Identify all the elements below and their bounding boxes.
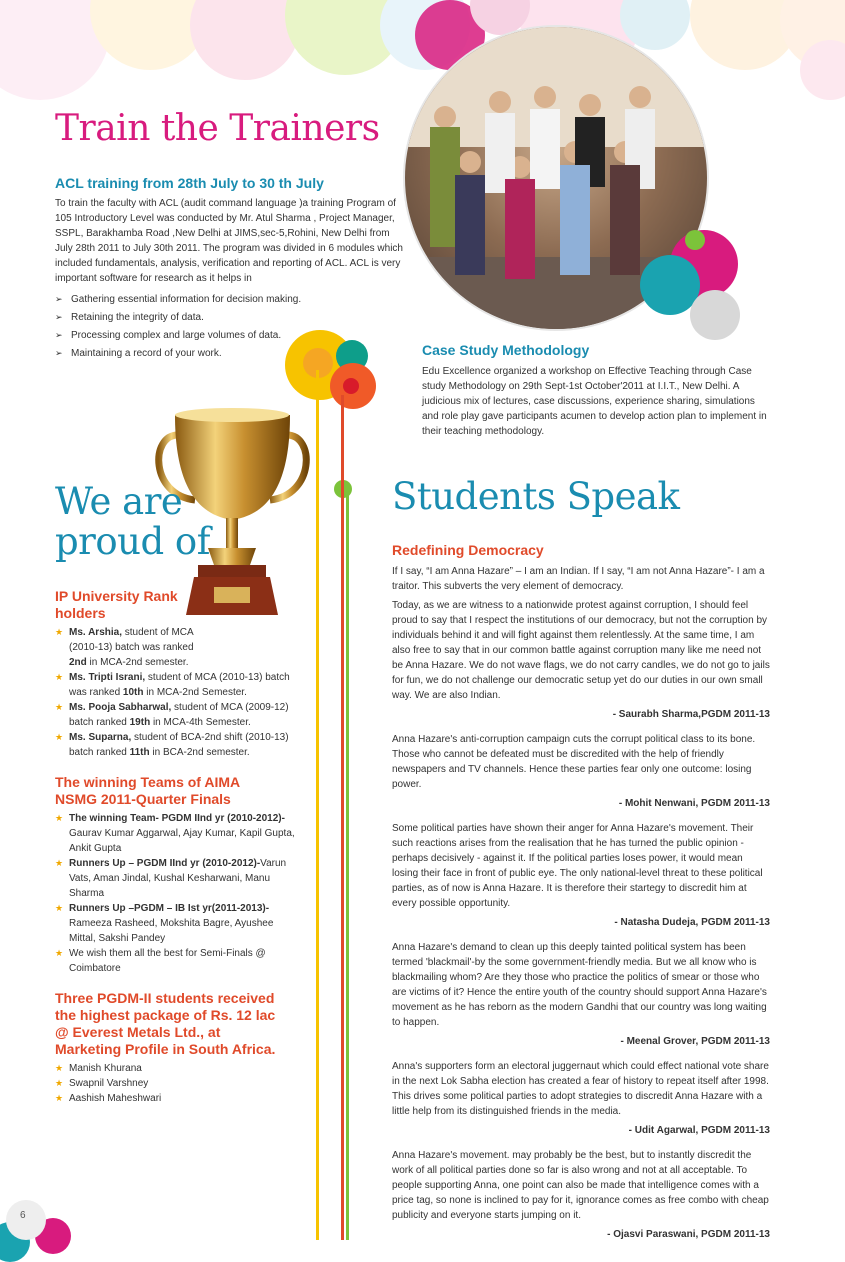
star-icon: ★ xyxy=(55,903,64,913)
testimonial: Anna's supporters form an electoral juggernaut which could effect national vote share in the next Lok Sabha election has created a fear of history to repeat itself after 1998. This drives some political parties to adopt strategies to discredit Anna Hazare with a little help from its distinguished friends in the media. - Udit Agarwal, PGDM 2011-13 xyxy=(392,1061,770,1136)
list-item: ★ We wish them all the best for Semi-Finals @ Coimbatore xyxy=(55,948,266,974)
decor-circle xyxy=(685,230,705,250)
decor-line xyxy=(341,395,344,1240)
signature: - Saurabh Sharma,PGDM 2011-13 xyxy=(612,709,770,720)
list-item: ★ Ms. Pooja Sabharwal, student of MCA (2009-12) batch ranked 19th in MCA-4th Semester. xyxy=(55,702,289,728)
list-item: ★ Ms. Suparna, student of BCA-2nd shift (2010-13) batch ranked 11th in BCA-2nd semester. xyxy=(55,732,289,758)
list-item: ★ Manish Khurana xyxy=(55,1063,142,1074)
students-title: Students Speak xyxy=(392,475,680,518)
star-icon: ★ xyxy=(55,1093,64,1103)
star-icon: ★ xyxy=(55,1078,64,1088)
star-icon: ★ xyxy=(55,627,64,637)
case-study-section xyxy=(422,342,772,439)
arrow-icon: ➢ xyxy=(55,294,63,304)
list-item: ➢ Gathering essential information for decision making. xyxy=(55,294,302,305)
testimonials xyxy=(392,564,770,1242)
train-bullets xyxy=(55,292,405,361)
star-icon: ★ xyxy=(55,858,64,868)
train-title: Train the Trainers xyxy=(55,108,380,149)
signature: - Meenal Grover, PGDM 2011-13 xyxy=(620,1036,770,1047)
page-number: 6 xyxy=(20,1210,26,1221)
signature: - Mohit Nenwani, PGDM 2011-13 xyxy=(618,798,770,809)
list-item: ★ Swapnil Varshney xyxy=(55,1078,149,1089)
arrow-icon: ➢ xyxy=(55,312,63,322)
arrow-icon: ➢ xyxy=(55,348,63,358)
testimonial: If I say, “I am Anna Hazare” – I am an Indian. If I say, “I am not Anna Hazare”- I am a traitor. This subverts the very element of democracy. Today, as we are witness to a nationwide protest against corruption, I should feel proud to say that I respect the institutions of our democracy, but not the corruption by individuals behind it and will fight against them relentlessly. At the same time, I am also free to say that in our common battle against corruption many like me need not be Anna Hazare. We do not wave flags, we do not carry candles, we do not go to jails for fun, we do not challenge our democratic setup yet do our duties in our own small way. We are also Indian. - Saurabh Sharma,PGDM 2011-13 xyxy=(392,566,770,720)
aima-list xyxy=(55,811,295,976)
list-item: ★ Runners Up – PGDM IInd yr (2010-2012)-Varun Vats, Aman Jindal, Kushal Kesharwani, Manu Sharma xyxy=(55,858,287,899)
star-icon: ★ xyxy=(55,813,64,823)
list-item: ★ Ms. Tripti Israni, student of MCA (2010-13) batch was ranked 10th in MCA-2nd Semester. xyxy=(55,672,290,698)
decor-circle xyxy=(190,0,300,80)
signature: - Natasha Dudeja, PGDM 2011-13 xyxy=(614,917,770,928)
list-item: ➢ Processing complex and large volumes of data. xyxy=(55,330,282,341)
star-icon: ★ xyxy=(55,948,64,958)
list-item: ➢ Retaining the integrity of data. xyxy=(55,312,204,323)
arrow-icon: ➢ xyxy=(55,330,63,340)
train-section xyxy=(55,175,405,364)
testimonial: Some political parties have shown their anger for Anna Hazare's movement. Their such reactions arises from the realisation that he has turned the public opinion - perhaps decisively - against it. If the political parties loses power, it would mean losing their face in front of public eye. The only national-level threat to these political parties, as of now is Anna Hazare. It is therefore their startegy to discredit him at every possible opportunity. - Natasha Dudeja, PGDM 2011-13 xyxy=(392,823,770,928)
case-study-body: Edu Excellence organized a workshop on Effective Teaching through Case study Methodology on 29th Sept-1st October'2011 at I.I.T., New Delhi. A judicious mix of lectures, case discussions, experience sharing, simulations and role play gave participants acumen to develop action plan to implement in their teaching methodology. xyxy=(422,366,767,437)
testimonial: Anna Hazare's movement. may probably be the best, but to instantly discredit the work of all political parties done so far is also wrong and not at all acceptable. To people supporting Anna, one point can also be made that intelligence comes with a price tag, so none is inclined to pay for it, ignorance comes as free combo with cheap publicity and everyone starts jumping on it. - Ojasvi Paraswani, PGDM 2011-13 xyxy=(392,1150,770,1240)
proud-section xyxy=(55,588,295,1106)
decor-circle xyxy=(343,378,359,394)
testimonial: Anna Hazare's anti-corruption campaign cuts the corrupt political class to its bone. Those who cannot be defeated must be discredited with the help of friendly newspapers and TV channels. Hence these parties fear only one outcome: losing power. - Mohit Nenwani, PGDM 2011-13 xyxy=(392,734,770,809)
proud-title: We are proud of xyxy=(55,480,210,563)
train-body: To train the faculty with ACL (audit command language )a training Program of 105 Introductory Level was conducted by Mr. Atul Sharma , Project Manager, SSPL, Barakhamba Road ,New Delhi at JIMS,sec-5,Rohini, New Delhi from July 28th 2011 to July 30th 2011. The program was divided in 6 modules which included fundamentals, analysis, verification and reporting of ACL. ACL is very important software for research as it helps in xyxy=(55,198,403,284)
package-list xyxy=(55,1061,295,1106)
signature: - Udit Agarwal, PGDM 2011-13 xyxy=(628,1125,770,1136)
aima-title: The winning Teams of AIMA NSMG 2011-Quarter Finals xyxy=(55,774,240,807)
list-item: ★ Ms. Arshia, student of MCA (2010-13) batch was ranked 2nd in MCA-2nd semester. xyxy=(55,627,194,668)
list-item: ★ Runners Up –PGDM – IB Ist yr(2011-2013)- Rameeza Rasheed, Mokshita Bagre, Ayushee Mittal, Sakshi Pandey xyxy=(55,903,274,944)
decor-circle xyxy=(690,290,740,340)
star-icon: ★ xyxy=(55,1063,64,1073)
testimonial: Anna Hazare's demand to clean up this deeply tainted political system has been termed 'blackmail'-by the some government-friendly media. But we all know who is blackmailing whom? Are they those who practice the politics of smear or those who are victims of it? Hence the entire youth of the country should support Anna Hazare's movement as he has reborn as the modern Gandhi that our country was long waiting to happen. - Meenal Grover, PGDM 2011-13 xyxy=(392,942,770,1047)
package-title: Three PGDM-II students received the highest package of Rs. 12 lac @ Everest Metals Ltd., at Marketing Profile in South Africa. xyxy=(55,990,276,1057)
star-icon: ★ xyxy=(55,672,64,682)
star-icon: ★ xyxy=(55,732,64,742)
list-item: ★ The winning Team- PGDM IInd yr (2010-2012)- Gaurav Kumar Aggarwal, Ajay Kumar, Kapil Gupta, Ankit Gupta xyxy=(55,813,295,854)
star-icon: ★ xyxy=(55,702,64,712)
page-number-circle xyxy=(6,1200,46,1240)
case-study-title: Case Study Methodology xyxy=(422,342,590,358)
list-item: ★ Aashish Maheshwari xyxy=(55,1093,162,1104)
rank-list xyxy=(55,625,295,760)
students-section xyxy=(392,542,770,1252)
train-subtitle: ACL training from 28th July to 30 th July xyxy=(55,175,324,191)
rank-title: IP University Rank holders xyxy=(55,588,178,621)
decor-circle xyxy=(800,40,845,100)
decor-line xyxy=(316,370,319,1240)
students-subtitle: Redefining Democracy xyxy=(392,542,544,558)
decor-line xyxy=(346,490,349,1240)
list-item: ➢ Maintaining a record of your work. xyxy=(55,348,222,359)
signature: - Ojasvi Paraswani, PGDM 2011-13 xyxy=(607,1229,770,1240)
